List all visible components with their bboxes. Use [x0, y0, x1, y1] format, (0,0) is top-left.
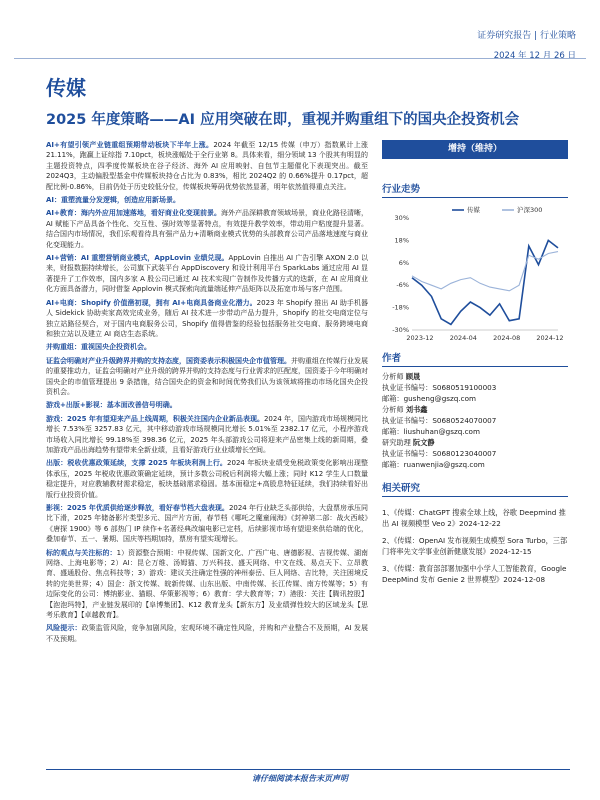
footer-divider — [46, 769, 570, 770]
analyst-name: 刘书鑫 — [405, 405, 428, 414]
report-title: 2025 年度策略——AI 应用突破在即，重视并购重组下的国央企投资机会 — [46, 112, 520, 128]
paragraph-body: 2024 年板块业绩受免税政策变化影响出现整体承压，2025 年税收优惠政策确定延续，预计多数公司税后利润将大幅上涨；同时 K12 学生人口数量稳定提升，对应教辅教材需求稳定，板块基础需求稳固。基本面稳定+高股息特征延续，我们持续看好出版行业投资价值。 — [46, 459, 368, 499]
series-line-csi300 — [412, 252, 558, 291]
y-tick-label: 30% — [394, 214, 409, 222]
paragraph-body: 政策监管风险，竞争加剧风险，宏观环境不确定性风险，并购和产业整合不及预期，AI 发展不及预期。 — [46, 624, 369, 643]
legend-label: 沪深300 — [517, 206, 543, 214]
related-report-link[interactable]: 3、《传媒：教育部部署加强中小学人工智能教育，Google DeepMind 发布 Genie 2 世界模型》2024-12-08 — [382, 564, 567, 584]
paragraph-body: AppLovin 自推出 AI 广告引擎 AXON 2.0 以来，财报数据持续增长，公司旗下武装平台 AppDiscovery 和设计利用平台 SparkLabs 通过应用 AI 显著提升了工作效率，国内多家 A 股公司已通过 AI 技术实现广告制作及传播方式的迭新，在 AI 应用商业化方面具备潜力，同时借鉴 Applovin 模式探索向流量端延伸产品矩阵以及拓宽市场与客户范围。 — [46, 254, 368, 294]
summary-paragraph — [46, 140, 368, 192]
paragraph-lead: AI+有望引领产业链重组预期带动板块下半年上涨。 — [46, 141, 214, 149]
analyst-email[interactable]: 邮箱：ruanwenjia@gszq.com — [382, 460, 485, 469]
summary-paragraph — [46, 400, 368, 410]
footer-disclaimer: 请仔细阅读本报告末页声明 — [252, 774, 348, 783]
trend-heading: 行业走势 — [382, 181, 568, 198]
paragraph-lead: AI+电商：Shopify 价值凿初现，拥有 AI+电商具备商业化潜力。 — [46, 298, 257, 307]
trend-chart-svg — [382, 202, 568, 350]
summary-paragraph — [46, 298, 368, 340]
analyst-entry — [382, 371, 568, 404]
summary-paragraph — [46, 342, 368, 352]
analyst-email[interactable]: 邮箱：liushuhan@gszq.com — [382, 427, 480, 436]
x-tick-label: 2024-12 — [536, 334, 564, 342]
related-report-link[interactable]: 1、《传媒：ChatGPT 搜索全球上线，谷歌 Deepmind 推出 AI 视频模型 Veo 2》2024-12-22 — [382, 508, 566, 528]
summary-paragraph — [46, 195, 368, 205]
paragraph-body: 2024 年行业缺乏头部供给，大盘票房承压同比下滑，2025 年储备影片类型多元、国产片方面，春节档《哪吒之魔童闹海》《封神第二部：战火西岐》《唐探 1900》等 6 部热门 IP 续作+名著经典改编电影已定档，后续影视市场有望迎来供给端的优化，叠加春节、五一、暑期、国庆等档期加持，票房有望实现增长。 — [46, 504, 368, 544]
summary-paragraph — [46, 356, 368, 398]
paragraph-body: 1）资源整合预期：中视传媒、国新文化、广西广电、唐德影视、吉视传媒、湖南网络、上海电影等；2）AI：昆仑万维、汤姆猫、万兴科技、盛天网络、中文在线、易点天下、立昂教育、盛通股份、焦点科技等；3）游戏：建议关注确定性强的神州泰岳、巨人网络、吉比特，关注困境反转的完美世界；4）国企：浙文传媒、皖新传媒、山东出版、中南传媒、长江传媒、南方传媒等；5）有边际变化的公司：博纳影业、猫眼、华策影视等；6）教育：学大教育等；7）港股：关注【腾讯控股】【泡泡玛特】，产业链发展印的【阜博集团】、K12 教育龙头【新东方】及业绩弹性较大的区域龙头【思考乐教育】【卓越教育】。 — [46, 548, 369, 620]
report-date: 2024 年 12 月 26 日 — [493, 51, 576, 61]
rating-badge: 增持（维持） — [382, 140, 568, 159]
related-heading: 相关研究 — [382, 480, 568, 497]
analyst-cert: 执业证书编号：S0680123040007 — [382, 449, 497, 458]
y-tick-label: -6% — [396, 281, 409, 290]
summary-paragraph — [46, 208, 368, 250]
paragraph-lead: 影视：2025 年优质供给逐步释放，看好春节档大盘表现。 — [46, 504, 229, 512]
header-divider — [14, 58, 586, 59]
paragraph-lead: 游戏+出版+影视：基本面改善信号明确。 — [46, 401, 177, 410]
analyst-entry — [382, 437, 568, 470]
paragraph-lead: 风险提示： — [46, 624, 82, 633]
summary-paragraph — [46, 458, 368, 500]
paragraph-lead: AI+教育：海内外应用加速落地，看好商业化变现前景。 — [46, 209, 221, 218]
paragraph-body: 2024 年截至 12/15 传媒（申万）指数累计上涨 21.11%，跑赢上证综指 7.10pct，板块涨幅处于全行业第 8。具体来看，细分领域 13 个股其有明显的主题投资特点，四季度传媒板块在谷子经济、海外 AI 应用映射、自包节主题催化下表现突出。截至 2024Q3，主动偏股型基金中传媒板块持仓占比为 0.83%，相比 2024Q2 的 0.66%提升 0.17pct，超配比例-0.86%，目前仍处于历史较低分位，传媒板块筹码优势依然显著，明年依然值得重点关注。 — [46, 141, 368, 191]
x-tick-label: 2024-04 — [449, 334, 477, 342]
y-tick-label: 6% — [398, 258, 409, 267]
sector-name: 传媒 — [46, 76, 86, 100]
analyst-role: 分析师 — [382, 405, 406, 414]
paragraph-lead: 证监会明确对产业升级跨界并购的支持态度，国资委表示积极国央企市值管理。 — [46, 356, 291, 365]
x-tick-label: 2023-12 — [406, 334, 434, 342]
related-research-list — [382, 507, 568, 585]
x-tick-label: 2024-08 — [493, 334, 521, 342]
analyst-list — [382, 371, 568, 470]
analyst-cert: 执业证书编号：S0680519100003 — [382, 383, 497, 392]
summary-paragraph — [46, 623, 368, 644]
report-header — [477, 28, 576, 61]
legend-label: 传媒 — [467, 206, 480, 214]
summary-paragraph — [46, 253, 368, 295]
analyst-role: 研究助理 — [382, 438, 414, 447]
y-tick-label: 18% — [394, 236, 409, 245]
paragraph-lead: 标的观点与关注标的： — [46, 548, 117, 557]
paragraph-lead: AI+营销：AI 重塑营销商业模式，AppLovin 业绩兑现。 — [46, 254, 229, 263]
sidebar — [382, 140, 568, 591]
paragraph-body: 2024 年，国内游戏市场规模同比增长 7.53%至 3257.83 亿元，其中移动游戏市场规模同比增长 5.01%至 2382.17 亿元，小程序游戏市场收入同比增长 99.18%至 398.36 亿元，2025 年头部游戏公司将迎来产品密集上线的新周期，叠加游戏产品出海趋势有望带来全新业绩，且看好游戏行业业绩增长空间。 — [46, 414, 369, 454]
analyst-name: 顾晟 — [405, 372, 421, 381]
analyst-name: 阮文静 — [413, 438, 435, 447]
analyst-role: 分析师 — [382, 372, 406, 381]
paragraph-lead: 游戏：2025 年有望迎来产品上线周期，积极关注国内企业新品表现。 — [46, 414, 264, 423]
summary-paragraph — [46, 503, 368, 545]
y-tick-label: -18% — [392, 303, 409, 312]
analyst-entry — [382, 404, 568, 437]
analyst-email[interactable]: 邮箱：gusheng@gszq.com — [382, 394, 476, 403]
paragraph-lead: 出版：税收优惠政策延续，支撑 2025 年板块利润上行。 — [46, 459, 228, 468]
related-report-link[interactable]: 2、《传媒：OpenAI 发布视频生成模型 Sora Turbo，三部门将率先文学事业创新健康发展》2024-12-15 — [382, 536, 568, 556]
summary-paragraph — [46, 548, 368, 621]
summary-column — [46, 140, 368, 647]
summary-paragraph — [46, 414, 368, 456]
y-tick-label: -30% — [392, 326, 409, 334]
industry-trend-chart — [382, 202, 568, 350]
analyst-cert: 执业证书编号：S0680524070007 — [382, 416, 497, 425]
paragraph-lead: AI：重塑流量分发逻辑，创造应用新场景。 — [46, 196, 181, 205]
paragraph-body: 并购重组在传媒行业发展的重要推动力，证监会明确对产业升级的跨界并购的支持态度与行业需求的匹配度，国资委于今年明确对国央企的市值管理提出 9 条措施，结合国央企的资金和时间优势我们认为该领域将推动市场化国央企投资机会。 — [46, 356, 368, 396]
paragraph-body: 海外产品深耕教育领域场景，商业化路径清晰，AI 赋能下产品具备个性化、交互性、强时效等显著特点，有效提升教学效率，带动用户粘度提升显著。结合国内市场情况，我们乐观看待具有强产品力+清晰商业模式优势的头部教育公司产品落地速度与商业化变现能力。 — [46, 209, 369, 249]
paragraph-body: 2023 年 Shopify 推出 AI 助手机器人 Sidekick 协助卖家高效完成业务，随后 AI 技术进一步带动产品力提升，Shopify 的社交电商定位与独立站路径契合，对于国内电商服务公司，Shopify 值得借鉴的经验包括服务社交电商、服务跨境电商和独立站以及建立 AI 商店生态系统。 — [46, 298, 368, 338]
report-type: 证券研究报告 | 行业策略 — [477, 31, 576, 41]
series-line-media — [412, 240, 558, 324]
paragraph-lead: 并购重组：重视国央企投资机会。 — [46, 343, 151, 352]
analysts-heading: 作者 — [382, 350, 568, 367]
